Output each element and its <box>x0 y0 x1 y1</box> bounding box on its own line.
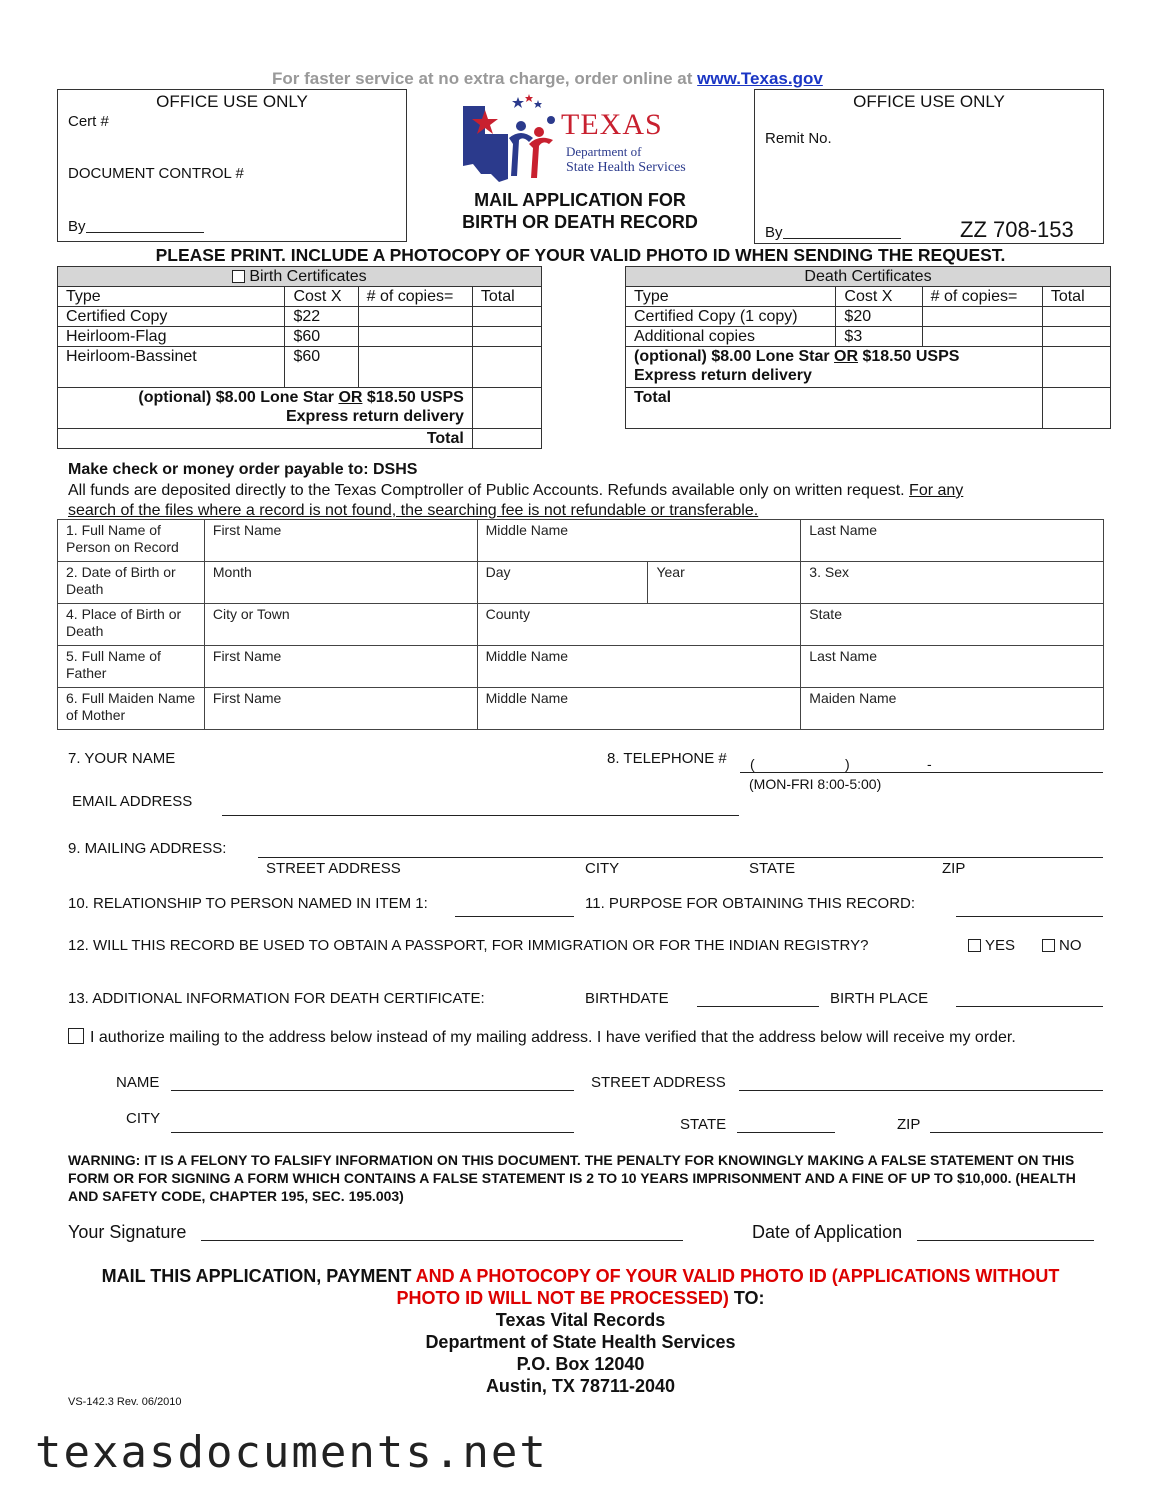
addr-state-caption: STATE <box>749 860 796 877</box>
form-code: ZZ 708-153 <box>960 217 1074 242</box>
death-row-cost: $3 <box>836 327 922 347</box>
birthdate-label: BIRTHDATE <box>585 990 669 1007</box>
place-city-field[interactable]: City or Town <box>204 604 477 646</box>
birthplace-label: BIRTH PLACE <box>830 990 929 1007</box>
passport-no-checkbox[interactable] <box>1042 939 1055 952</box>
tel-paren-close: ) <box>845 756 850 772</box>
mail-address-line: Department of State Health Services <box>425 1332 736 1352</box>
your-name-label: 7. YOUR NAME <box>68 750 176 767</box>
birth-row-copies-input[interactable] <box>358 347 472 388</box>
birth-row-cost: $22 <box>285 307 358 327</box>
date-application-label: Date of Application <box>752 1222 903 1242</box>
remit-label: Remit No. <box>765 130 832 147</box>
birth-optional-line2: Express return delivery <box>285 408 464 425</box>
death-row-total-input[interactable] <box>1042 327 1110 347</box>
authorize-option <box>68 1028 1016 1047</box>
date-application-input[interactable] <box>917 1240 1094 1241</box>
form-title <box>420 189 740 233</box>
birth-row-cost: $60 <box>285 347 358 388</box>
by-label-right: By <box>765 224 783 241</box>
relationship-input[interactable] <box>455 916 574 917</box>
telephone-label: 8. TELEPHONE # <box>607 750 727 767</box>
funds-line2: search of the files where a record is not found, the searching fee is not refundable or transferable. <box>68 502 759 519</box>
office-use-right <box>754 89 1104 244</box>
father-first-field[interactable]: First Name <box>204 646 477 688</box>
birthplace-input[interactable] <box>956 1006 1103 1007</box>
mailing-address-input[interactable] <box>258 857 1103 858</box>
felony-warning: WARNING: IT IS A FELONY TO FALSIFY INFORMATION ON THIS DOCUMENT. THE PENALTY FOR KNOWINGLY MAKING A FALSE STATEMENT ON THIS FORM OR FOR SIGNING A FORM WHICH CONTAINS A FALSE STATEMENT IS 2 TO 10 YEARS IMPRISONMENT AND A FINE OF UP TO $10,000. (HEALTH AND SAFETY CODE, CHAPTER 195, SEC. 195.003) <box>68 1152 1076 1204</box>
birth-row-total-input[interactable] <box>472 307 541 327</box>
email-label: EMAIL ADDRESS <box>72 793 193 810</box>
mail-red-text-2: PHOTO ID WILL NOT BE PROCESSED) <box>396 1288 729 1308</box>
alt-city-label: CITY <box>126 1110 161 1127</box>
birth-optional-a: (optional) $8.00 Lone Star <box>138 389 339 406</box>
death-row-type: Additional copies <box>626 327 836 347</box>
death-col-total: Total <box>1042 287 1110 307</box>
mail-address-line: P.O. Box 12040 <box>516 1354 645 1374</box>
birth-col-type: Type <box>58 287 285 307</box>
sex-field[interactable]: 3. Sex <box>801 562 1104 604</box>
birth-row-copies-input[interactable] <box>358 307 472 327</box>
authorize-checkbox[interactable] <box>68 1028 84 1044</box>
mother-first-field[interactable]: First Name <box>204 688 477 730</box>
father-middle-field[interactable]: Middle Name <box>477 646 801 688</box>
payable-to: Make check or money order payable to: DSHS <box>68 461 418 478</box>
addr-street-caption: STREET ADDRESS <box>266 860 401 877</box>
place-state-field[interactable]: State <box>801 604 1104 646</box>
death-optional-line2: Express return delivery <box>634 367 812 384</box>
funds-notice <box>68 481 1108 521</box>
birth-row-copies-input[interactable] <box>358 327 472 347</box>
info-row-label: 2. Date of Birth or Death <box>58 562 205 604</box>
passport-yes-option <box>968 937 1015 954</box>
birth-optional-or: OR <box>338 389 363 406</box>
birth-heading: Birth Certificates <box>249 268 367 285</box>
date-day-field[interactable]: Day <box>477 562 648 604</box>
death-row-copies-input[interactable] <box>922 327 1042 347</box>
purpose-input[interactable] <box>956 916 1103 917</box>
birth-total-label: Total <box>58 429 473 449</box>
birth-optional-b: $18.50 USPS <box>362 389 464 406</box>
place-county-field[interactable]: County <box>477 604 801 646</box>
father-last-field[interactable]: Last Name <box>801 646 1104 688</box>
print-notice: PLEASE PRINT. INCLUDE A PHOTOCOPY OF YOUR VALID PHOTO ID WHEN SENDING THE REQUEST. <box>155 245 1006 265</box>
texas-star-logo-icon <box>463 94 563 184</box>
passport-no-option <box>1042 937 1082 954</box>
death-optional-delivery <box>626 347 1043 388</box>
birth-row-total-input[interactable] <box>472 327 541 347</box>
birth-grand-total-input[interactable] <box>472 429 541 449</box>
office-use-right-title: OFFICE USE ONLY <box>853 92 1005 111</box>
purpose-label: 11. PURPOSE FOR OBTAINING THIS RECORD: <box>585 895 916 912</box>
mail-red-text-1: AND A PHOTOCOPY OF YOUR VALID PHOTO ID (APPLICATIONS WITHOUT <box>415 1266 1060 1286</box>
death-total-label: Total <box>626 388 1043 429</box>
death-heading: Death Certificates <box>626 267 1111 287</box>
logo-dept-line2: State Health Services <box>566 160 686 175</box>
record-info-table <box>57 519 1104 730</box>
alt-street-label: STREET ADDRESS <box>591 1074 726 1091</box>
mail-black-text: MAIL THIS APPLICATION, PAYMENT <box>101 1266 416 1286</box>
form-title-line1: MAIL APPLICATION FOR <box>474 190 686 210</box>
office-use-left-title: OFFICE USE ONLY <box>156 92 308 111</box>
signature-label: Your Signature <box>68 1222 187 1242</box>
birth-row-type: Heirloom-Flag <box>58 327 285 347</box>
death-optional-total-input[interactable] <box>1042 347 1110 388</box>
birth-col-total: Total <box>472 287 541 307</box>
info-row-label: 6. Full Maiden Name of Mother <box>58 688 205 730</box>
death-row-type: Certified Copy (1 copy) <box>626 307 836 327</box>
mail-instructions <box>40 1265 1121 1397</box>
by-label-left: By <box>68 218 86 235</box>
full-name-first-field[interactable]: First Name <box>204 520 477 562</box>
addr-zip-caption: ZIP <box>942 860 966 877</box>
alt-zip-input[interactable] <box>930 1132 1103 1133</box>
birth-optional-delivery <box>58 388 473 429</box>
mailing-address-label: 9. MAILING ADDRESS: <box>68 840 227 857</box>
mail-address-line: Texas Vital Records <box>495 1310 666 1330</box>
logo-texas-word: TEXAS <box>561 108 663 141</box>
telephone-hours: (MON-FRI 8:00-5:00) <box>749 776 882 792</box>
death-row-copies-input[interactable] <box>922 307 1042 327</box>
death-row-total-input[interactable] <box>1042 307 1110 327</box>
birth-heading-cell <box>58 267 542 287</box>
info-row-label: 1. Full Name of Person on Record <box>58 520 205 562</box>
alt-name-input[interactable] <box>171 1090 574 1091</box>
death-row-cost: $20 <box>836 307 922 327</box>
tel-paren-open: ( <box>750 756 755 772</box>
birth-row-cost: $60 <box>285 327 358 347</box>
death-col-type: Type <box>626 287 836 307</box>
death-col-cost: Cost X <box>836 287 922 307</box>
info-row-label: 4. Place of Birth or Death <box>58 604 205 646</box>
birthdate-input[interactable] <box>697 1006 819 1007</box>
passport-question: 12. WILL THIS RECORD BE USED TO OBTAIN A PASSPORT, FOR IMMIGRATION OR FOR THE INDIAN REGISTRY? <box>68 937 869 954</box>
alt-name-label: NAME <box>116 1074 160 1091</box>
passport-yes-checkbox[interactable] <box>968 939 981 952</box>
mail-address-line: Austin, TX 78711-2040 <box>485 1376 676 1396</box>
full-name-last-field[interactable]: Last Name <box>801 520 1104 562</box>
birth-row-type: Heirloom-Bassinet <box>58 347 285 388</box>
funds-line1b: For any <box>909 482 964 499</box>
cert-label: Cert # <box>68 113 109 130</box>
additional-info-label: 13. ADDITIONAL INFORMATION FOR DEATH CERTIFICATE: <box>68 990 485 1007</box>
birth-certificates-checkbox[interactable] <box>232 270 245 283</box>
death-certificates-table <box>625 266 1111 429</box>
death-optional-a: (optional) $8.00 Lone Star <box>634 348 835 365</box>
dshs-logo <box>463 94 703 184</box>
top-notice <box>272 69 823 89</box>
mother-middle-field[interactable]: Middle Name <box>477 688 801 730</box>
alt-street-input[interactable] <box>739 1090 1103 1091</box>
top-notice-text: For faster service at no extra charge, order online at <box>272 69 693 88</box>
alt-state-input[interactable] <box>737 1132 835 1133</box>
birth-certificates-table <box>57 266 542 449</box>
full-name-middle-field[interactable]: Middle Name <box>477 520 801 562</box>
no-label: NO <box>1059 937 1082 954</box>
email-input[interactable] <box>222 815 739 816</box>
relationship-label: 10. RELATIONSHIP TO PERSON NAMED IN ITEM 1: <box>68 895 428 912</box>
birth-row-type: Certified Copy <box>58 307 285 327</box>
date-month-field[interactable]: Month <box>204 562 477 604</box>
birth-col-copies: # of copies= <box>358 287 472 307</box>
death-optional-b: $18.50 USPS <box>858 348 960 365</box>
by-line-right[interactable] <box>783 238 901 239</box>
form-title-line2: BIRTH OR DEATH RECORD <box>462 212 698 232</box>
revision-code: VS-142.3 Rev. 06/2010 <box>68 1396 182 1408</box>
document-control-label: DOCUMENT CONTROL # <box>68 165 244 182</box>
birth-row-total-input[interactable] <box>472 347 541 388</box>
office-use-left <box>57 89 407 242</box>
watermark: texasdocuments.net <box>35 1427 548 1478</box>
yes-label: YES <box>985 937 1016 954</box>
birth-col-cost: Cost X <box>285 287 358 307</box>
birth-optional-total-input[interactable] <box>472 388 541 429</box>
addr-city-caption: CITY <box>585 860 620 877</box>
death-optional-or: OR <box>834 348 859 365</box>
info-row-label: 5. Full Name of Father <box>58 646 205 688</box>
alt-city-input[interactable] <box>171 1132 574 1133</box>
telephone-input[interactable] <box>740 772 1103 773</box>
logo-dept-line1: Department of <box>566 144 642 159</box>
mother-maiden-field[interactable]: Maiden Name <box>801 688 1104 730</box>
alt-state-label: STATE <box>680 1116 727 1133</box>
by-line-left[interactable] <box>86 232 204 233</box>
date-year-field[interactable]: Year <box>648 562 801 604</box>
signature-input[interactable] <box>201 1240 683 1241</box>
alt-zip-label: ZIP <box>897 1116 921 1133</box>
tel-dash: - <box>927 756 932 772</box>
funds-line1a: All funds are deposited directly to the Texas Comptroller of Public Accounts. Refunds available only on written request. <box>68 482 910 499</box>
death-col-copies: # of copies= <box>922 287 1042 307</box>
authorize-text: I authorize mailing to the address below instead of my mailing address. I have verified that the address below will receive my order. <box>90 1029 1016 1046</box>
texas-gov-link[interactable]: www.Texas.gov <box>697 69 823 88</box>
death-grand-total-input[interactable] <box>1042 388 1110 429</box>
mail-to-text: TO: <box>728 1288 765 1308</box>
